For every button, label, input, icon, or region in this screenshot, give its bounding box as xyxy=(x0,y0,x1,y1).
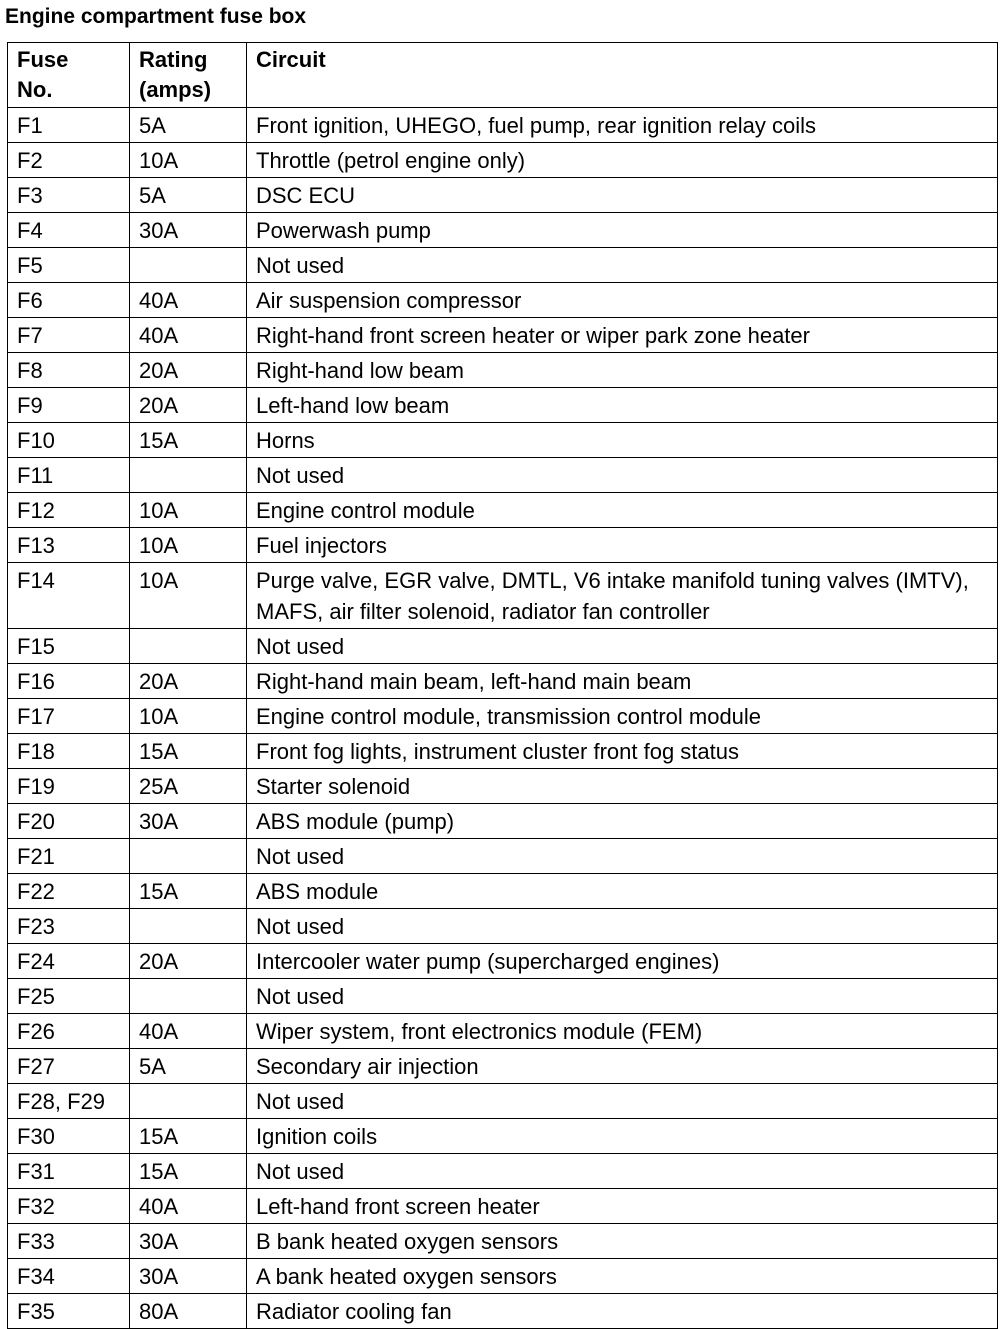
circuit-cell: Engine control module, transmission control module xyxy=(247,699,998,734)
fuse-no-cell: F21 xyxy=(8,839,130,874)
table-row xyxy=(8,1119,998,1154)
circuit-cell: Radiator cooling fan xyxy=(247,1294,998,1329)
rating-cell: 5A xyxy=(130,1049,247,1084)
rating-cell: 15A xyxy=(130,1119,247,1154)
table-row xyxy=(8,388,998,423)
table-row xyxy=(8,909,998,944)
table-row xyxy=(8,629,998,664)
fuse-no-cell: F13 xyxy=(8,528,130,563)
table-row xyxy=(8,734,998,769)
fuse-table xyxy=(7,42,998,1329)
fuse-no-cell: F20 xyxy=(8,804,130,839)
table-row xyxy=(8,318,998,353)
circuit-cell: Right-hand low beam xyxy=(247,353,998,388)
table-row xyxy=(8,769,998,804)
circuit-cell: Front fog lights, instrument cluster front fog status xyxy=(247,734,998,769)
table-row xyxy=(8,143,998,178)
circuit-cell: Front ignition, UHEGO, fuel pump, rear ignition relay coils xyxy=(247,108,998,143)
rating-cell: 30A xyxy=(130,804,247,839)
table-row xyxy=(8,248,998,283)
rating-cell xyxy=(130,839,247,874)
table-row xyxy=(8,178,998,213)
table-row xyxy=(8,664,998,699)
fuse-no-cell: F26 xyxy=(8,1014,130,1049)
table-row xyxy=(8,1259,998,1294)
rating-cell: 10A xyxy=(130,493,247,528)
rating-cell xyxy=(130,979,247,1014)
fuse-no-cell: F6 xyxy=(8,283,130,318)
rating-cell: 10A xyxy=(130,143,247,178)
fuse-no-cell: F23 xyxy=(8,909,130,944)
column-header-rating-line2: (amps) xyxy=(139,77,212,102)
fuse-no-cell: F34 xyxy=(8,1259,130,1294)
table-body xyxy=(8,108,998,1329)
document-title: Engine compartment fuse box xyxy=(5,5,307,28)
fuse-no-cell: F11 xyxy=(8,458,130,493)
fuse-no-cell: F1 xyxy=(8,108,130,143)
table-row xyxy=(8,839,998,874)
rating-cell: 10A xyxy=(130,528,247,563)
table-row xyxy=(8,1084,998,1119)
rating-cell: 10A xyxy=(130,563,247,629)
circuit-cell: Engine control module xyxy=(247,493,998,528)
circuit-cell: B bank heated oxygen sensors xyxy=(247,1224,998,1259)
rating-cell: 40A xyxy=(130,1014,247,1049)
circuit-cell: Fuel injectors xyxy=(247,528,998,563)
circuit-cell: Not used xyxy=(247,909,998,944)
table-row xyxy=(8,979,998,1014)
table-row xyxy=(8,493,998,528)
rating-cell: 25A xyxy=(130,769,247,804)
circuit-cell: Starter solenoid xyxy=(247,769,998,804)
fuse-no-cell: F2 xyxy=(8,143,130,178)
column-header-fuse-line1: Fuse xyxy=(17,47,69,72)
fuse-no-cell: F7 xyxy=(8,318,130,353)
fuse-no-cell: F27 xyxy=(8,1049,130,1084)
table-row xyxy=(8,563,998,629)
table-row xyxy=(8,804,998,839)
fuse-no-cell: F12 xyxy=(8,493,130,528)
rating-cell: 15A xyxy=(130,1154,247,1189)
rating-cell: 15A xyxy=(130,423,247,458)
rating-cell: 30A xyxy=(130,213,247,248)
rating-cell: 30A xyxy=(130,1224,247,1259)
table-row xyxy=(8,458,998,493)
table-row xyxy=(8,1189,998,1224)
fuse-no-cell: F22 xyxy=(8,874,130,909)
rating-cell: 20A xyxy=(130,388,247,423)
rating-cell xyxy=(130,1084,247,1119)
circuit-cell: Right-hand front screen heater or wiper park zone heater xyxy=(247,318,998,353)
fuse-no-cell: F3 xyxy=(8,178,130,213)
circuit-cell: Air suspension compressor xyxy=(247,283,998,318)
table-row xyxy=(8,699,998,734)
circuit-cell: Not used xyxy=(247,979,998,1014)
circuit-cell: Ignition coils xyxy=(247,1119,998,1154)
table-row xyxy=(8,1014,998,1049)
circuit-cell: Left-hand front screen heater xyxy=(247,1189,998,1224)
circuit-cell: Not used xyxy=(247,248,998,283)
rating-cell: 20A xyxy=(130,944,247,979)
table-row xyxy=(8,1224,998,1259)
circuit-cell: Not used xyxy=(247,1154,998,1189)
rating-cell: 30A xyxy=(130,1259,247,1294)
circuit-cell: Not used xyxy=(247,458,998,493)
table-row xyxy=(8,213,998,248)
rating-cell xyxy=(130,909,247,944)
column-header-rating xyxy=(130,43,247,108)
fuse-no-cell: F8 xyxy=(8,353,130,388)
column-header-fuse-line2: No. xyxy=(17,77,53,102)
fuse-no-cell: F16 xyxy=(8,664,130,699)
table-row xyxy=(8,1049,998,1084)
fuse-no-cell: F33 xyxy=(8,1224,130,1259)
circuit-cell: DSC ECU xyxy=(247,178,998,213)
circuit-cell: Not used xyxy=(247,839,998,874)
rating-cell xyxy=(130,629,247,664)
circuit-cell: Intercooler water pump (supercharged engines) xyxy=(247,944,998,979)
circuit-cell: Horns xyxy=(247,423,998,458)
circuit-cell: ABS module (pump) xyxy=(247,804,998,839)
fuse-no-cell: F4 xyxy=(8,213,130,248)
fuse-no-cell: F24 xyxy=(8,944,130,979)
rating-cell: 80A xyxy=(130,1294,247,1329)
fuse-no-cell: F10 xyxy=(8,423,130,458)
table-row xyxy=(8,1154,998,1189)
circuit-cell: Left-hand low beam xyxy=(247,388,998,423)
column-header-rating-line1: Rating xyxy=(139,47,208,72)
fuse-no-cell: F25 xyxy=(8,979,130,1014)
column-header-fuse-no xyxy=(8,43,130,108)
fuse-no-cell: F35 xyxy=(8,1294,130,1329)
circuit-cell: Secondary air injection xyxy=(247,1049,998,1084)
fuse-no-cell: F31 xyxy=(8,1154,130,1189)
table-header xyxy=(8,43,998,108)
circuit-cell: Not used xyxy=(247,629,998,664)
circuit-cell: Purge valve, EGR valve, DMTL, V6 intake manifold tuning valves (IMTV), MAFS, air filter solenoid, radiator fan controller xyxy=(247,563,998,629)
circuit-cell: Wiper system, front electronics module (FEM) xyxy=(247,1014,998,1049)
fuse-no-cell: F17 xyxy=(8,699,130,734)
rating-cell: 15A xyxy=(130,874,247,909)
fuse-no-cell: F18 xyxy=(8,734,130,769)
fuse-no-cell: F9 xyxy=(8,388,130,423)
rating-cell: 5A xyxy=(130,178,247,213)
rating-cell: 40A xyxy=(130,318,247,353)
column-header-circuit-line1: Circuit xyxy=(256,47,326,72)
column-header-circuit xyxy=(247,43,998,108)
table-row xyxy=(8,1294,998,1329)
rating-cell: 20A xyxy=(130,353,247,388)
rating-cell xyxy=(130,248,247,283)
rating-cell: 40A xyxy=(130,283,247,318)
circuit-cell: ABS module xyxy=(247,874,998,909)
circuit-cell: Powerwash pump xyxy=(247,213,998,248)
rating-cell: 40A xyxy=(130,1189,247,1224)
table-row xyxy=(8,528,998,563)
table-row xyxy=(8,944,998,979)
rating-cell: 10A xyxy=(130,699,247,734)
circuit-cell: Throttle (petrol engine only) xyxy=(247,143,998,178)
fuse-no-cell: F14 xyxy=(8,563,130,629)
fuse-no-cell: F5 xyxy=(8,248,130,283)
circuit-cell: A bank heated oxygen sensors xyxy=(247,1259,998,1294)
fuse-no-cell: F19 xyxy=(8,769,130,804)
fuse-no-cell: F15 xyxy=(8,629,130,664)
rating-cell: 20A xyxy=(130,664,247,699)
table-row xyxy=(8,874,998,909)
circuit-cell: Not used xyxy=(247,1084,998,1119)
fuse-no-cell: F32 xyxy=(8,1189,130,1224)
table-row xyxy=(8,423,998,458)
table-row xyxy=(8,353,998,388)
table-row xyxy=(8,108,998,143)
rating-cell xyxy=(130,458,247,493)
rating-cell: 15A xyxy=(130,734,247,769)
rating-cell: 5A xyxy=(130,108,247,143)
table-row xyxy=(8,283,998,318)
fuse-no-cell: F28, F29 xyxy=(8,1084,130,1119)
circuit-cell: Right-hand main beam, left-hand main beam xyxy=(247,664,998,699)
header-row xyxy=(8,43,998,108)
fuse-no-cell: F30 xyxy=(8,1119,130,1154)
